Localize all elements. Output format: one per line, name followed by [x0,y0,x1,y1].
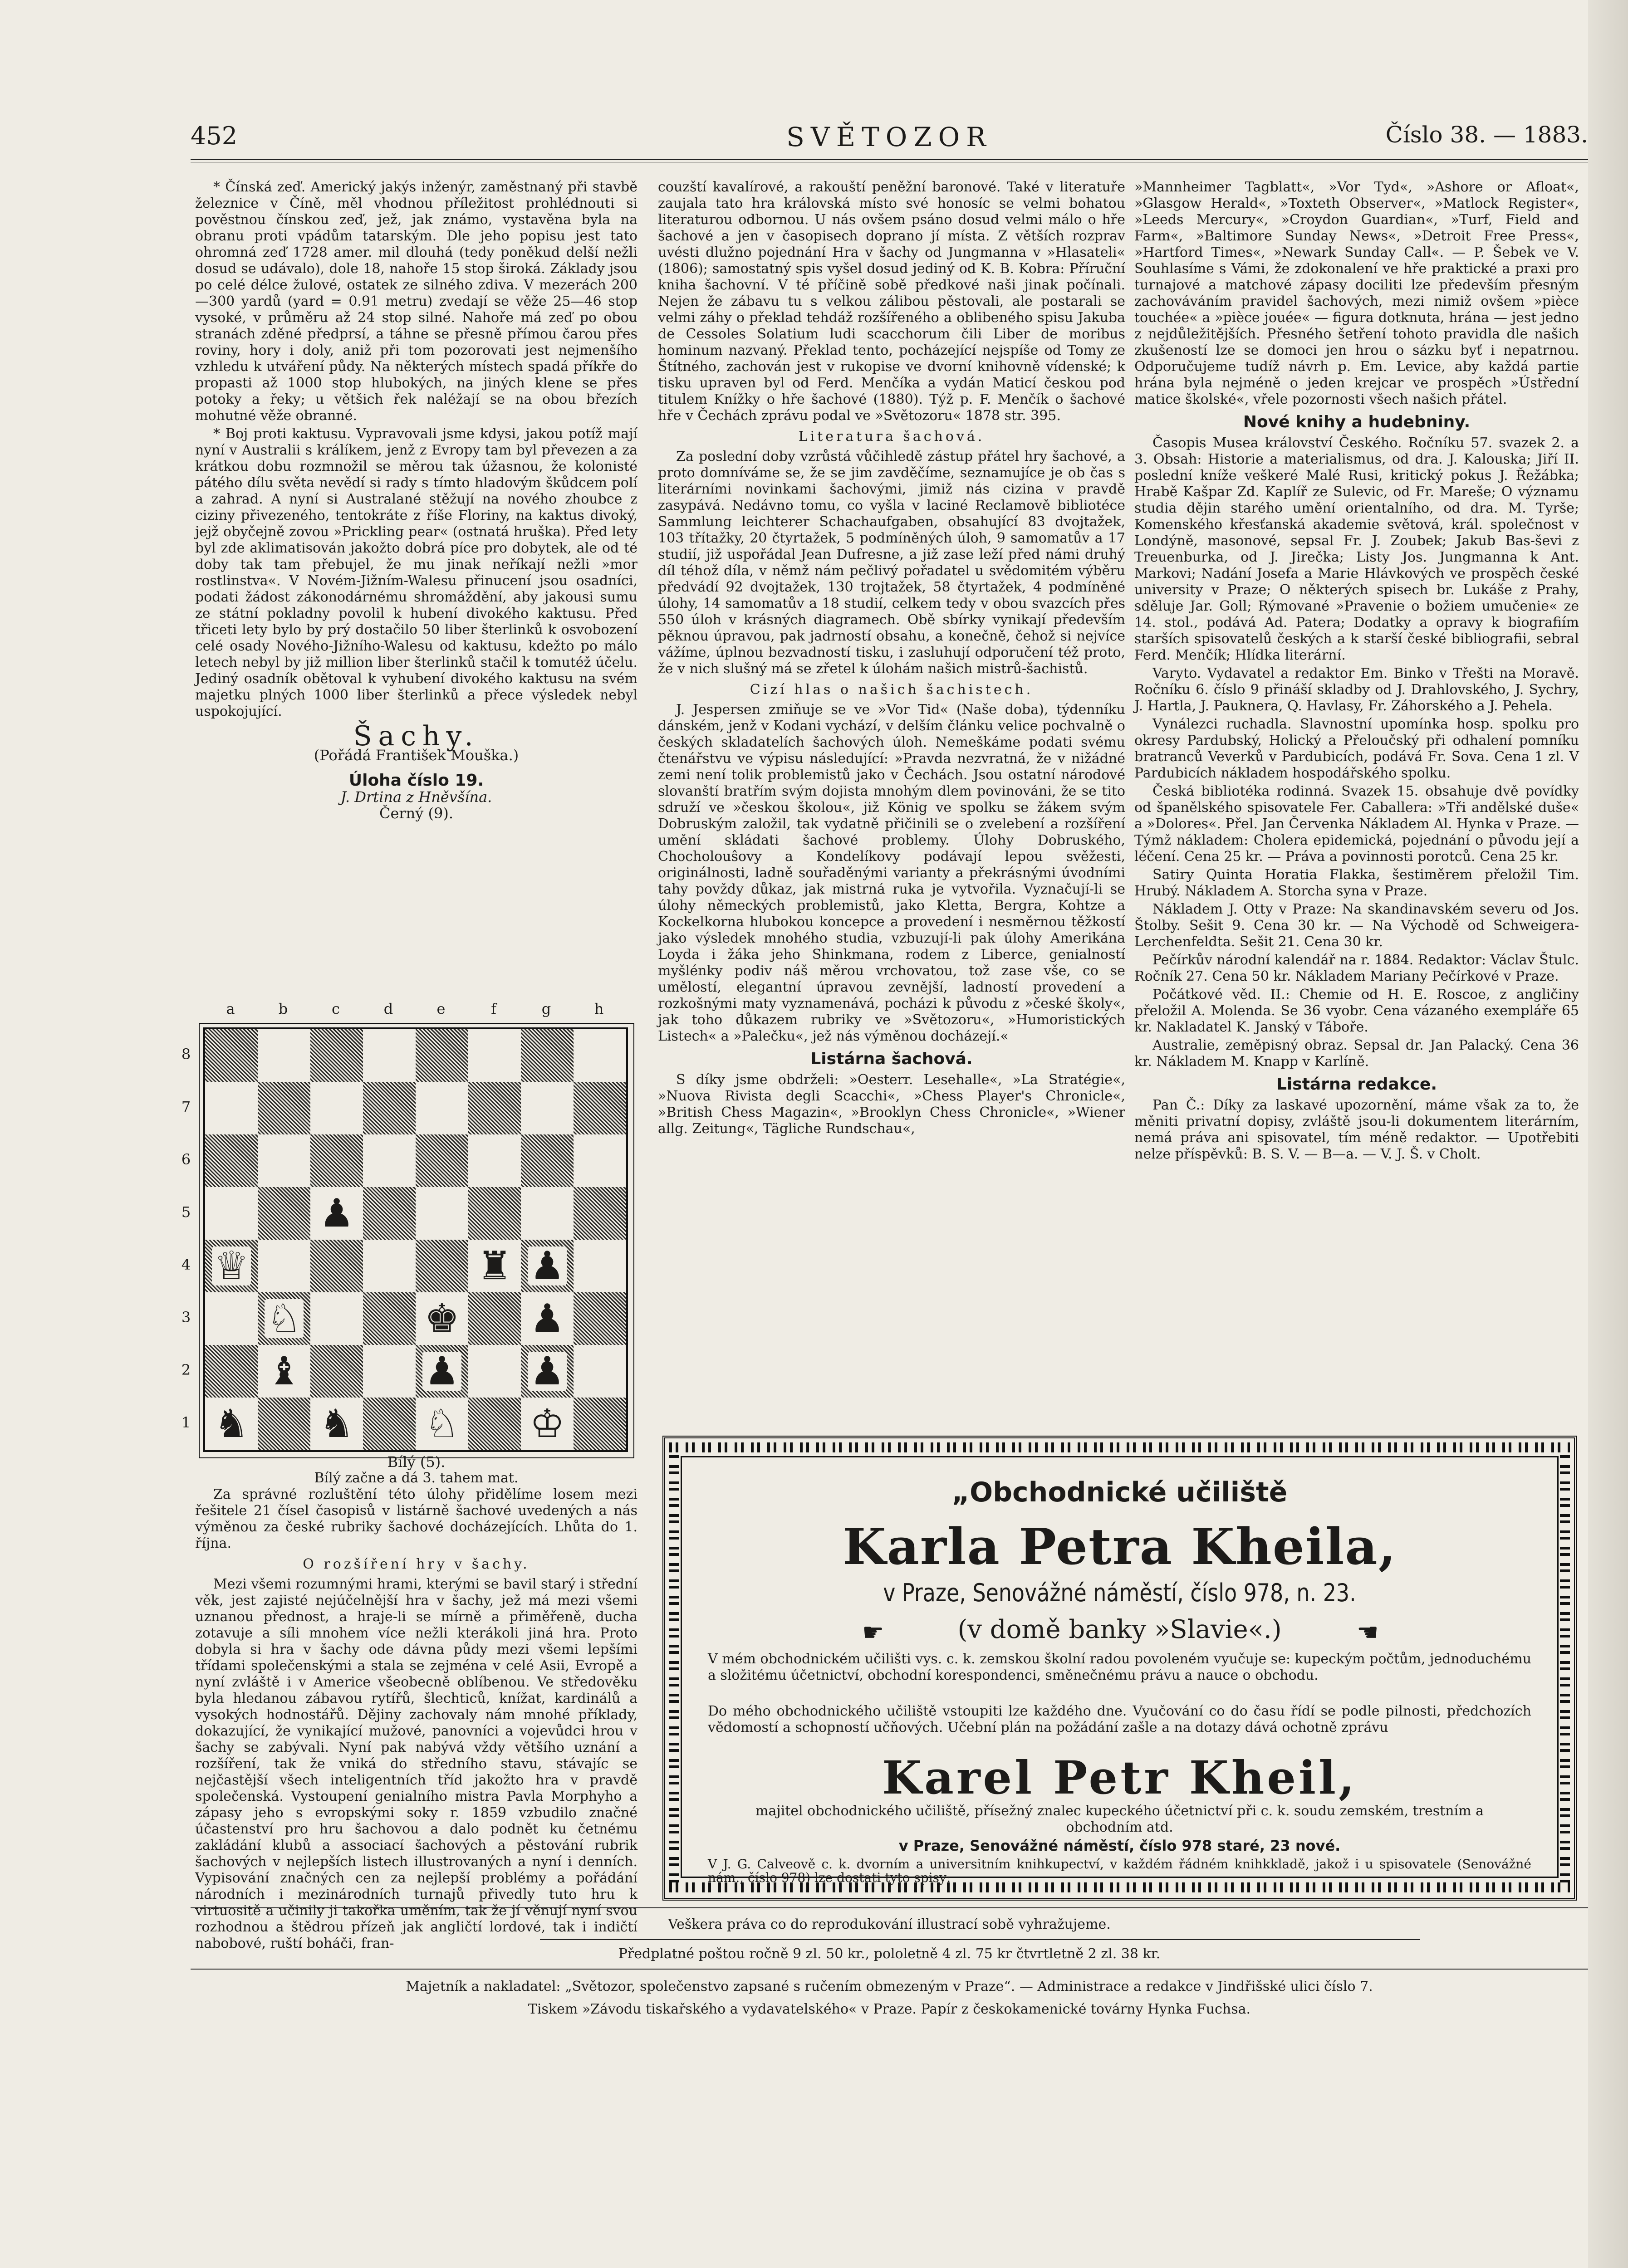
ad-body-4: v Praze, Senovážné náměstí, číslo 978 staré, 23 nové. [898,1837,1341,1854]
board-square-d3 [363,1292,416,1345]
footer-subscription: Předplatné poštou ročně 9 zl. 50 kr., pololetně 4 zl. 75 kr čtvrtletně 2 zl. 38 kr. [618,1946,1161,1962]
board-square-g1 [521,1398,574,1450]
ad-line-3: v Praze, Senovážné náměstí, číslo 978, n. 23. [883,1579,1356,1607]
board-square-a4 [205,1240,258,1292]
board-files [200,1000,635,1018]
listarna-sachova-heading: Listárna šachová. [810,1050,973,1068]
board-square-f3 [468,1292,521,1345]
sachy-title: Šachy. [353,720,480,752]
footer-rights: Veškera práva co do reprodukování illustrací sobě vyhražujeme. [668,1916,1111,1932]
board-square-e7 [416,1082,468,1134]
uloha-author: J. Drtina z Hněvšína. [340,788,492,806]
greek-border-right [1560,1454,1570,1882]
file-label: e [436,1000,446,1017]
ad-body-1: V mém obchodnickém učilišti vys. c. k. zemskou školní radou povoleném vyučuje se: kupeckým počtům, jednoduchému a složitému účetnictví, obchodní korespondenci, směnečnému právu a nauce o obchodu. [708,1651,1531,1683]
board-square-b2 [258,1345,310,1398]
board-square-e4 [416,1240,468,1292]
board-square-g6 [521,1134,574,1187]
footer-rule [191,1907,1588,1908]
column-3 [1134,179,1579,1164]
chess-piece: ♟ [317,1194,356,1233]
chess-piece: ♟ [422,1352,461,1391]
board-square-d6 [363,1134,416,1187]
chess-piece: ♞ [212,1404,250,1443]
literatura-heading: Literatura šachová. [798,429,985,445]
ad-line-1: „Obchodnické učiliště [951,1476,1288,1508]
board-square-f4 [468,1240,521,1292]
board-square-b6 [258,1134,310,1187]
board-square-a2 [205,1345,258,1398]
footer-printer: Tiskem »Závodu tiskařského a vydavatelského« v Praze. Papír z českokamenické továrny Hynka Fuchsa. [528,2001,1251,2017]
pointing-hand-right-icon: ☚ [1357,1618,1379,1647]
footer-rule-3 [191,1969,1588,1970]
board-square-d8 [363,1029,416,1082]
page-edge [1588,0,1628,2268]
ad-body-3: majitel obchodnického učiliště, přísežný znalec kupeckého účetnictví při c. k. soudu zemském, trestním a obchodním atd. [755,1803,1484,1835]
file-label: g [541,1000,551,1017]
board-square-a6 [205,1134,258,1187]
file-label: d [383,1000,393,1017]
chess-piece: ♟ [528,1352,566,1391]
board-square-h3 [574,1292,626,1345]
listarna-sachova-cont: »Mannheimer Tagblatt«, »Vor Tyd«, »Ashore or Afloat«, »Glasgow Herald«, »Toxteth Observer«, »Matlock Register«, »Leeds Mercury«, »Croydon Guardian«, »Turf, Field and Farm«, »Baltimore Sunday News«, »Detroit Free Press«, »Hartford Times«, »Newark Sunday Call«. — P. Šebek ve V. Souhlasíme s Vámi, že zdokonalení ve hře praktické a praxi pro turnajové a matchové zápasy dociliti lze především přesným zachováváním pravidel šachových, mezi nimiž ovšem »pièce touchée« a »pièce jouée« — figura dotknuta, hrána — jest jedno z nejdůležitějších. Přesného šetření tohoto pravidla dle našich zkušeností lze se domoci jen hrou o sázku byť i nepatrnou. Odporučujeme tudíž návrh p. Em. Levice, aby každá partie hrána byla nejméně o jeden krejcar ve prospěch »Ústřední matice školské«, vřele pozornosti všech našich přátel. [1134,179,1579,407]
sachy-editor: (Pořádá František Mouška.) [314,747,519,764]
uloha-prize: Za správné rozluštění této úlohy přidělíme losem mezi řešitele 21 čísel časopisů v listárně šachové uvedených a nás výměnou za české rubriky šachové docházejících. Lhůta do 1. října. [195,1486,637,1551]
listarna-redakce: Pan Č.: Díky za laskavé upozornění, máme však za to, že měniti privatní dopisy, zvláště jsou-li dokumentem literárním, nemá práva ani spisovatel, tím méně redaktor. — Upotřebiti nelze příspěvků: B. S. V. — B—a. — V. J. Š. v Cholt. [1134,1097,1579,1162]
chess-piece: ♕ [212,1246,250,1286]
ad-name: Karel Petr Kheil, [882,1751,1357,1804]
footer-owner: Majetník a nakladatel: „Světozor, společenstvo zapsané s ručením obmezeným v Praze“. — Administrace a redakce v Jindřišské ulici číslo 7. [406,1979,1373,1994]
rank-label: 4 [181,1256,191,1273]
header-rule [191,159,1588,160]
column-1-lower [195,1454,637,1954]
article-cinska-zed: * Čínská zeď. Americký jakýs inženýr, zaměstnaný při stavbě železnice v Číně, měl vhodnou příležitost prohlédnouti si pověstnou čínskou zeď, jež, jak známo, vystavěna byla na obranu proti vpádům tatarským. Dle jeho popisu jest tato ohromná zeď 1728 amer. mil dlouhá (tedy poněkud delší nežli dosud se udávalo), dole 18, nahoře 15 stop široká. Základy jsou po celé délce žulové, ostatek ze silného zdiva. V mezerách 200—300 yardů (yard = 0.91 metru) zvedají se věže 25—46 stop vysoké, v průměru až 24 stop silné. Nahoře má zeď po obou stranách zděné předprsí, a táhne se přesně přímou čarou přes roviny, hory i doly, aniž při tom pozorovati jest nejmenšího vzhledu k utváření půdy. Na některých místech spadá příkře do propasti až 1000 stop hlubokých, na jiných klene se přes potoky a řeky; u většich řek naléžají se na obou březích mohutné věže obranné. [195,179,637,424]
board-square-e6 [416,1134,468,1187]
book-kalendar: Pečírkův národní kalendář na r. 1884. Redaktor: Václav Štulc. Ročník 27. Cena 50 kr. Nákladem Mariany Pečírkové v Praze. [1134,952,1579,984]
white-label: Bílý (5). [387,1453,446,1471]
book-bibliotheka: Česká bibliotéka rodinná. Svazek 15. obsahuje dvě povídky od španělského spisovatele Fer. Caballera: »Tři andělské duše« a »Dolores«. Přel. Jan Červenka Nákladem Al. Hynka v Praze. — Týmž nákladem: Cholera epidemická, pojednání o původu její a léčení. Cena 25 kr. — Práva a povinnosti porotců. Cena 25 kr. [1134,783,1579,865]
book-casopis-musea: Časopis Musea království Českého. Ročníku 57. svazek 2. a 3. Obsah: Historie a materialismus, od dra. J. Kalouska; Jiří II. poslední kníže veškeré Malé Rusi, kritický pokus J. Řežábka; Hrabě Kašpar Zd. Kaplíř ze Sulevic, od Fr. Mareše; O významu studia dějin starého umění orientalního, od dra. M. Tyrše; Komenského křesťanská akademie světová, král. společnost v Londýně, masonové, sepsal Fr. J. Zoubek; Jakub Bas-ševi z Treuenburka, od J. Jirečka; Listy Jos. Jungmanna k Ant. Markovi; Nadání Josefa a Marie Hlávkových ve prospěch české university v Praze; O některých spisech br. Lukáše z Prahy, sděluje Jar. Goll; Rýmované »Pravenie o božiem umučenie« ze 14. stol., podává Ad. Patera; Dodatky a opravy k biografiím starších spisovatelů českých a k starší české bibliografii, sebral Ferd. Menčík; Hlídka literární. [1134,435,1579,663]
board-square-d5 [363,1187,416,1240]
masthead: SVĚTOZOR [786,122,992,152]
chess-piece: ♘ [265,1299,303,1338]
board-square-h2 [574,1345,626,1398]
board-square-b7 [258,1082,310,1134]
ad-body-2: Do mého obchodnického učiliště vstoupiti lze každého dne. Vyučování co do času řídí se podle pilnosti, předchozích vědomostí a schopností učňových. Učební plán na požádání zašle a na dotazy dává ochotně zprávu [708,1703,1531,1735]
board-square-h6 [574,1134,626,1187]
board-square-g2 [521,1345,574,1398]
board-square-b4 [258,1240,310,1292]
board-square-b1 [258,1398,310,1450]
nove-knihy-heading: Nové knihy a hudebniny. [1243,413,1471,431]
rank-label: 8 [181,1046,191,1063]
rank-label: 2 [181,1361,191,1378]
board-square-c2 [310,1345,363,1398]
chess-piece: ♞ [317,1404,356,1443]
board-square-a3 [205,1292,258,1345]
file-label: a [226,1000,235,1017]
ad-body-5: V J. G. Calveově c. k. dvorním a universitním knihkupectví, v každém řádném knihkkladě, jakož i u spisovatele (Senovážné nám., číslo 978) lze dostati tyto spisy: [708,1857,1531,1885]
board-square-g3 [521,1292,574,1345]
article-rozsireni-cont: couzští kavalírové, a rakouští peněžní baronové. Také v literatuře zaujala tato hra královská místo své honosíc se velmi bohatou literaturou odbornou. U nás ovšem psáno dosud velmi málo o hře šachové a jen v časopisech doprano jí místa. Z větších rozprav uvésti dlužno pojednání Hra v šachy od Jungmanna v »Hlasateli« (1806); samostatný spis vyšel dosud jediný od K. B. Kobra: Příruční kniha šachovní. V té příčině sobě předkové naši jinak počínali. Nejen že zábavu tu s velkou zálibou pěstovali, ale postarali se velmi záhy o překlad tehdáž rozšířeného a oblibeného spisu Jakuba de Cessoles Solatium ludi scacchorum čili Liber de moribus hominum nazvaný. Překlad tento, pocházející nejspíše od Tomy ze Štítného, zachován jest v rukopise ve dvorní knihovně vídenské; k tisku upraven byl od Ferd. Menčíka a vydán Maticí českou pod titulem Knížky o hře šachové (1880). Týž p. F. Menčík o šachové hře v Čechách zprávu podal ve »Světozoru« 1878 str. 395. [658,179,1125,424]
article-kaktus: * Boj proti kaktusu. Vypravovali jsme kdysi, jakou potíž mají nyní v Australii s králíkem, jenž z Evropy tam byl převezen a za krátkou dobu rozmnožil se měrou tak úžasnou, že kolonisté pátého dílu světa nevědí si rady s tímto hladovým škůdcem polí a zahrad. A nyní si Australané stěžují na nového zhoubce z ciziny přivezeného, tentokráte z říše Floriny, na kaktus divoký, jejž obyčejně zovou »Prickling pear« (ostnatá hruška). Před lety byl zde aklimatisován jakožto dobrá píce pro dobytek, ale od té doby tak tam přebujel, že mu jinak neříkají nežli »mor rostlinstva«. V Novém-Jižním-Walesu přinucení jsou osadníci, podati žádost zákonodárnému shromáždění, aby jakousi sumu ze státní pokladny povolil k hubení divokého kaktusu. Před třiceti lety bylo by prý dostačilo 50 liber šterlinků k osvobození celé osady Nového-Jižního-Walesu od kaktusu, kdežto po málo letech nebyl by již million liber šterlinků stačil k tomutéž účelu. Jediný osadník obětoval k vyhubení divokého kaktusu na svém majetku plných 1000 liber šterlinků a přece výsledek nebyl uspokojující. [195,426,637,719]
column-1 [195,179,637,821]
page-header [191,122,1588,153]
board-square-g4 [521,1240,574,1292]
board-square-a1 [205,1398,258,1450]
board-square-d1 [363,1398,416,1450]
board-square-b5 [258,1187,310,1240]
footer-rule-2 [540,1939,1420,1940]
chess-piece: ♔ [528,1404,566,1443]
board-square-f6 [468,1134,521,1187]
board-square-c8 [310,1029,363,1082]
board-square-d7 [363,1082,416,1134]
book-australie: Australie, zeměpisný obraz. Sepsal dr. Jan Palacký. Cena 36 kr. Nákladem M. Knapp v Karlíně. [1134,1037,1579,1070]
black-label: Černý (9). [379,805,454,822]
listarna-redakce-heading: Listárna redakce. [1276,1075,1437,1094]
board-square-c6 [310,1134,363,1187]
board-square-h7 [574,1082,626,1134]
board-square-a5 [205,1187,258,1240]
board-square-f5 [468,1187,521,1240]
chess-piece: ♝ [265,1352,303,1391]
board-square-a7 [205,1082,258,1134]
file-label: f [491,1000,496,1017]
article-rozsireni: Mezi všemi rozumnými hrami, kterými se bavil starý i střední věk, jest zajisté nejúčelnější hra v šachy, jež má mezi všemi uznanou přednost, a hraje-li se mírně a přiměřeně, ducha zotavuje a síli mnohem více nežli kterákoli jiná hra. Proto dobyla si hra v šachy ode dávna půdy mezi všemi lepšími třídami společenskými a stala se zejména v celé Asii, Evropě a nyní zvláště i v Americe všeobecně oblíbenou. Ve středověku byla hledanou zábavou rytířů, šlechticů, knížat, kardinálů a vysokých hodnostářů. Dějiny zachovaly nám mnohé příklady, dokazující, že vynikající mužové, panovníci a vojevůdci hrou v šachy se zabývali. Nyní pak nabývá vždy většího uznání a rozšíření, tak že vniká do středního stavu, stávajíc se nejčastější všech inteligentních tříd jakožto hra v pravdě společenská. Vystoupení genialního mistra Pavla Morphyho a zápasy jeho s evropskými soky r. 1859 vzbudilo značné účastenství pro hru šachovou a dalo podnět ku četnému zakládání klubů a associací šachových a pěstování rubrik šachových v nejlepších listech illustrovaných a nyní i denních. Vypisování značných cen za nejlepší problémy a pořádání národních i mezinárodních turnajů přivedly tuto hru k virtuositě a učinily ji takořka uměním, tak že jí věnují nyní svou rozhodnou a štědrou přízeň jak angličtí lordové, tak i indičtí nabobové, ruští boháči, fran- [195,1576,637,1951]
chess-piece: ♜ [475,1246,514,1286]
board-square-c3 [310,1292,363,1345]
board-square-d4 [363,1240,416,1292]
uloha-task: Bílý začne a dá 3. tahem mat. [314,1470,519,1486]
rozsireni-heading: O rozšíření hry v šachy. [303,1556,530,1572]
board-square-h1 [574,1398,626,1450]
board-square-d2 [363,1345,416,1398]
board-square-e2 [416,1345,468,1398]
board-square-h5 [574,1187,626,1240]
cizi-hlas-heading: Cizí hlas o našich šachistech. [750,682,1034,698]
rank-label: 1 [181,1414,191,1431]
rank-label: 3 [181,1309,191,1326]
chess-piece: ♘ [422,1404,461,1443]
article-listarna-sachova: S díky jsme obdrželi: »Oesterr. Lesehalle«, »La Stratégie«, »Nuova Rivista degli Scacchi«, »Chess Player's Chronicle«, »British Chess Magazin«, »Brooklyn Chess Chronicle«, »Wiener allg. Zeitung«, Tägliche Rundschau«, [658,1072,1125,1137]
rank-label: 7 [181,1098,191,1115]
article-literatura: Za poslední doby vzrůstá vůčihledě zástup přátel hry šachové, a proto domníváme se, že se jim zavděčíme, seznamujíce je ob čas s literárními novinkami šachovými, jimiž nás cizina v pravdě zasypává. Nedávno tomu, co vyšla v laciné Reclamově bibliotéce Sammlung leichterer Schachaufgaben, obsahující 83 dvojtažek, 103 třítažky, 20 čtyrtažek, 5 podmíněných úloh, 9 samomatův a 17 studií, již uspořádal Jean Dufresne, a již zase leží před námi druhý díl téhož díla, v němž nám pečlivý pořadatel u svědomitém výběru předvádí 92 dvojtažek, 130 trojtažek, 58 čtyrtažek, 4 podmíněné úlohy, 14 samomatův a 18 studií, celkem tedy v obou svazcích přes 550 úloh v krásných diagramech. Obě sbírky vynikají především pěknou úpravou, pak jadrností obsahu, a konečně, čehož si nejvíce vážíme, úplnou bezvadností tisku, i zasluhují odporučení též proto, že v nich slušný má se zřetel k úlohám našich mistrů-šachistů. [658,449,1125,677]
book-pocatkove: Počátkové věd. II.: Chemie od H. E. Roscoe, z angličiny přeložil A. Molenda. Se 36 vyobr. Cena vázaného exempláře 65 kr. Nakladatel K. Janský v Táboře. [1134,987,1579,1035]
chess-board [203,1027,628,1452]
board-square-e8 [416,1029,468,1082]
file-label: c [332,1000,340,1017]
board-square-e5 [416,1187,468,1240]
uloha-title: Úloha číslo 19. [348,771,484,790]
board-square-e1 [416,1398,468,1450]
chess-piece: ♚ [422,1299,461,1338]
article-cizi-hlas: J. Jespersen zmiňuje se ve »Vor Tid« (Naše doba), týdenníku dánském, jenž v Kodani vychází, v delším článku velice pochvalně o českých skladatelích šachových úloh. Nemeškáme podati svému čtenářstvu ve výpisu následující: »Pravda nezvratná, že v nižádné zemi není tolik problemistů jako v Čechách. Jsou ostatní národové slovanští bratřím svým dojista mnohým dlem povinováni, že se tito sdruží ve »českou školou«, již König ve spolku se žákem svým Dobruským založil, tak vydatně přičinili se o zvelebení a rozšíření umění skládati šachové problemy. Úlohy Dobruského, Chocholouŝovy a Kondelíkovy podávají lepou svěžesti, originálnosti, ladně souřaděnými varianty a překrásnými úvodními tahy povždy důkaz, jak mistrná ruka je vytvořila. Vyznačují-li se úlohy německých problemistů, jako Kletta, Bergra, Kohtze a Kockelkorna hlubokou koncepce a provedení i nesměrnou těžkostí jako výsledek mnohého studia, vzbuzují-li pak úlohy Amerikána Loyda i žáka jeho Shinkmana, rodem z Liberce, genialností myšlénky podiv náš měrou vrchovatou, tož zase vše, co se umělostí, elegantní úpravou zevnější, ladností provedení a rozkošnými maty vyznamenává, pocházi k původu z »české školy«, jak toho důkazem rubriky ve »Světozoru«, »Humoristických Listech« a »Palečku«, jež nás výměnou docházejí.« [658,702,1125,1044]
rank-label: 6 [181,1151,191,1168]
board-square-h4 [574,1240,626,1292]
board-square-c7 [310,1082,363,1134]
column-2 [658,179,1125,1139]
file-label: b [278,1000,288,1017]
board-square-f7 [468,1082,521,1134]
board-square-a8 [205,1029,258,1082]
board-square-g8 [521,1029,574,1082]
greek-border-top [669,1442,1570,1452]
board-square-c5 [310,1187,363,1240]
book-satiry: Satiry Quinta Horatia Flakka, šestiměrem přeložil Tim. Hrubý. Nákladem A. Storcha syna v Praze. [1134,867,1579,899]
pointing-hand-left-icon: ☛ [862,1618,884,1647]
board-square-g5 [521,1187,574,1240]
ad-line-2: Karla Petra Kheila, [843,1517,1397,1576]
chess-piece: ♟ [528,1246,566,1286]
board-square-c4 [310,1240,363,1292]
board-square-b3 [258,1292,310,1345]
book-vynalezci: Vynálezci ruchadla. Slavnostní upomínka hosp. spolku pro okresy Pardubský, Holický a Přeloučský při odhalení pomníku bratranců Veverků v Pardubicích, podává Fr. Sova. Cena 1 zl. V Pardubicích nákladem hospodářského spolku. [1134,716,1579,781]
page-number: 452 [191,122,238,150]
board-square-f2 [468,1345,521,1398]
book-otta: Nákladem J. Otty v Praze: Na skandinavském severu od Jos. Štolby. Sešit 9. Cena 30 kr. — Na Východě od Schweigera-Lerchenfeldta. Sešit 21. Cena 30 kr. [1134,901,1579,950]
issue-number: Číslo 38. — 1883. [1385,122,1588,148]
board-square-g7 [521,1082,574,1134]
board-square-f8 [468,1029,521,1082]
chess-piece: ♟ [528,1299,566,1338]
board-square-b8 [258,1029,310,1082]
board-square-e3 [416,1292,468,1345]
rank-label: 5 [181,1203,191,1221]
board-square-h8 [574,1029,626,1082]
greek-border-left [669,1454,679,1882]
board-square-c1 [310,1398,363,1450]
file-label: h [594,1000,604,1017]
ad-line-4: (v domě banky »Slavie«.) [957,1615,1282,1644]
board-square-f1 [468,1398,521,1450]
book-varyto: Varyto. Vydavatel a redaktor Em. Binko v Třešti na Moravě. Ročníku 6. číslo 9 přináší skladby od J. Drahlovského, J. Sychry, J. Hartla, J. Pauknera, Q. Havlasy, Fr. Záhorského a J. Pehela. [1134,665,1579,714]
